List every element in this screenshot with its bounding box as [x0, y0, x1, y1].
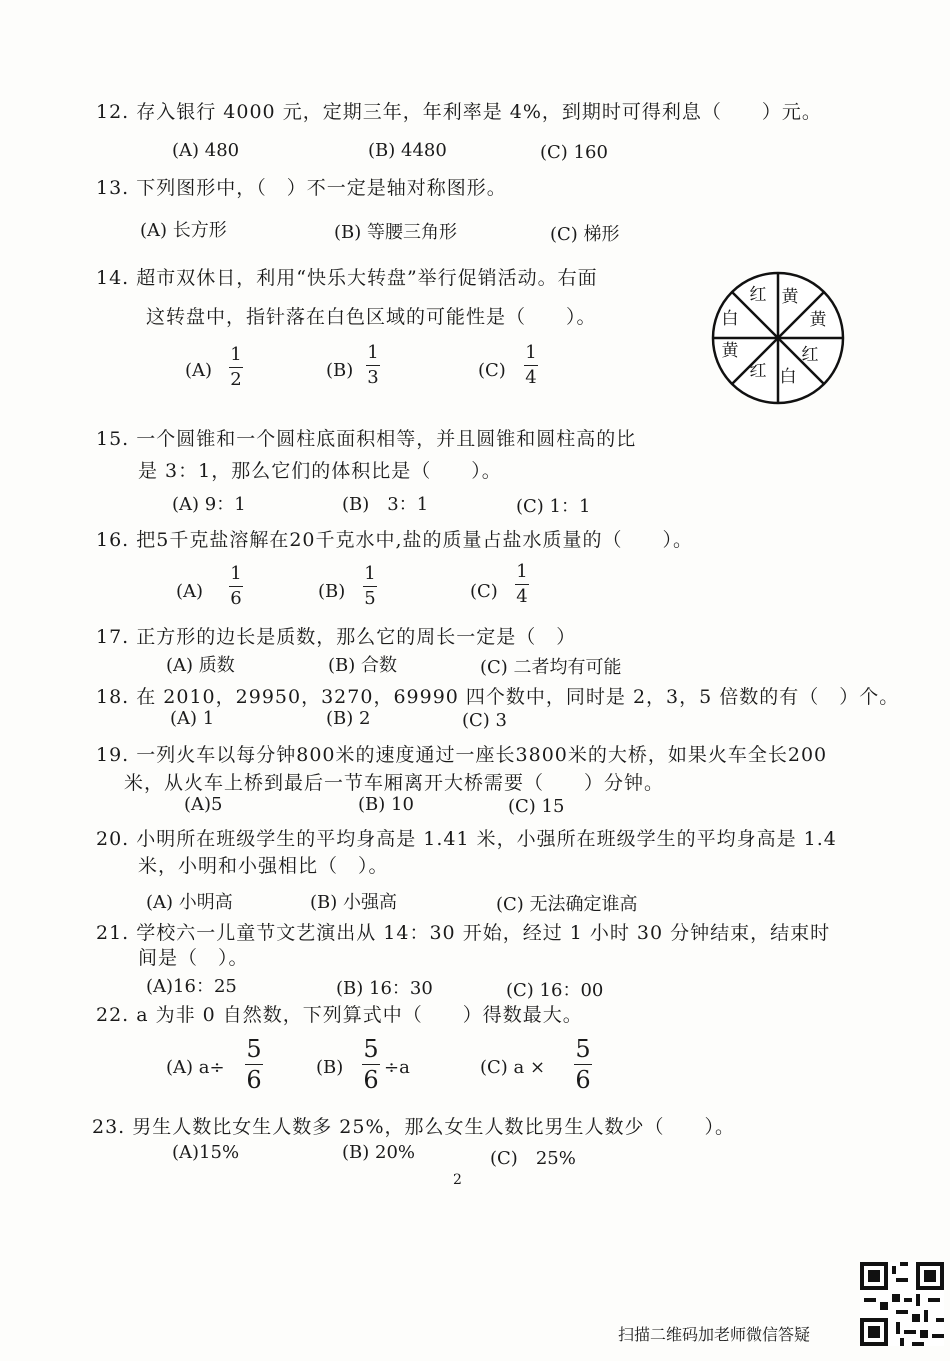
q22-option-a-fraction [245, 1036, 263, 1093]
q21-option-a: (A)16：25 [146, 976, 237, 997]
q23-option-b: (B) 20% [342, 1142, 416, 1163]
q22-option-c-label: (C) a × [480, 1057, 546, 1078]
fraction-denominator: 4 [516, 586, 528, 607]
q14-stem-line1: 14. 超市双休日，利用“快乐大转盘”举行促销活动。右面 [96, 267, 598, 289]
wheel-sector-label: 白 [779, 367, 797, 387]
q20-stem-line1: 20. 小明所在班级学生的平均身高是 1.41 米，小强所在班级学生的平均身高是 1.4 [96, 828, 837, 850]
q16-stem: 16. 把5千克盐溶解在20千克水中,盐的质量占盐水质量的（ ）。 [96, 529, 694, 551]
q17-option-a: (A) 质数 [166, 655, 235, 676]
q17-stem: 17. 正方形的边长是质数，那么它的周长一定是（ ） [96, 626, 577, 648]
q12-stem: 12. 存入银行 4000 元，定期三年，年利率是 4%，到期时可得利息（ ）元。 [96, 101, 822, 123]
q16-option-c-fraction [515, 562, 529, 607]
q16-option-b-fraction [363, 564, 377, 609]
q12-option-b: (B) 4480 [368, 140, 447, 161]
q15-stem-line1: 15. 一个圆锥和一个圆柱底面积相等，并且圆锥和圆柱高的比 [96, 428, 637, 450]
q23-stem: 23. 男生人数比女生人数多 25%，那么女生人数比男生人数少（ ）。 [92, 1116, 736, 1138]
q19-stem-line1: 19. 一列火车以每分钟800米的速度通过一座长3800米的大桥，如果火车全长200 [96, 744, 828, 766]
q20-option-a: (A) 小明高 [146, 892, 233, 913]
q19-option-b: (B) 10 [358, 794, 414, 815]
fraction-denominator: 6 [246, 1066, 262, 1094]
q21-stem-line2: 间是（ ）。 [138, 947, 249, 969]
q14-option-c-label: (C) [478, 360, 506, 381]
footer-caption: 扫描二维码加老师微信答疑 [618, 1325, 811, 1344]
wheel-sector-label: 红 [801, 345, 819, 365]
fraction-denominator: 6 [230, 588, 242, 609]
q22-option-b-label: (B) [316, 1057, 344, 1078]
q22-option-c-fraction [574, 1036, 592, 1093]
fraction-denominator: 6 [575, 1066, 591, 1094]
q22-option-a-label: (A) a÷ [166, 1057, 225, 1078]
q16-option-a-fraction [229, 564, 243, 609]
q12-option-c: (C) 160 [540, 142, 608, 163]
fraction-numerator: 5 [246, 1035, 262, 1063]
qr-code-icon [860, 1262, 944, 1346]
fraction-denominator: 3 [367, 367, 379, 388]
wheel-sector-label: 黄 [781, 287, 799, 307]
fraction-numerator: 1 [525, 342, 537, 363]
fraction-numerator: 1 [230, 563, 242, 584]
fraction-denominator: 4 [525, 367, 537, 388]
q14-option-b-label: (B) [326, 360, 354, 381]
q17-option-c: (C) 二者均有可能 [480, 657, 622, 678]
fraction-numerator: 5 [363, 1035, 379, 1063]
q20-stem-line2: 米，小明和小强相比（ ）。 [138, 855, 389, 877]
q13-option-c: (C) 梯形 [550, 224, 620, 245]
q22-option-b-tail: ÷a [384, 1057, 410, 1078]
q19-stem-line2: 米，从火车上桥到最后一节车厢离开大桥需要（ ）分钟。 [124, 772, 665, 794]
q15-stem-line2: 是 3：1，那么它们的体积比是（ ）。 [138, 460, 502, 482]
wheel-sector-label: 白 [721, 309, 739, 329]
wheel-sector-label: 黄 [809, 310, 827, 330]
q18-option-c: (C) 3 [462, 710, 507, 731]
q13-stem: 13. 下列图形中，（ ）不一定是轴对称图形。 [96, 177, 507, 199]
q14-option-b-fraction [366, 343, 380, 388]
q14-option-a-fraction [229, 345, 243, 390]
spinner-wheel-icon [710, 270, 846, 406]
q15-option-b: (B) 3：1 [342, 494, 429, 515]
page-number: 2 [453, 1172, 462, 1188]
q19-option-a: (A)5 [184, 794, 223, 815]
q14-option-a-label: (A) [185, 360, 213, 381]
fraction-numerator: 1 [364, 563, 376, 584]
q13-option-a: (A) 长方形 [140, 220, 227, 241]
q23-option-c: (C) 25% [490, 1148, 576, 1169]
q21-option-b: (B) 16：30 [336, 978, 433, 999]
fraction-numerator: 1 [367, 342, 379, 363]
q17-option-b: (B) 合数 [328, 655, 397, 676]
q15-option-c: (C) 1：1 [516, 496, 591, 517]
q15-option-a: (A) 9：1 [172, 494, 246, 515]
q18-stem: 18. 在 2010，29950，3270，69990 四个数中，同时是 2，3，5 倍数的有（ ）个。 [96, 686, 900, 708]
q16-option-b-label: (B) [318, 581, 346, 602]
fraction-numerator: 5 [575, 1035, 591, 1063]
q22-stem: 22. a 为非 0 自然数，下列算式中（ ）得数最大。 [96, 1004, 583, 1026]
fraction-numerator: 1 [516, 561, 528, 582]
wheel-sector-label: 红 [749, 285, 767, 305]
q18-option-a: (A) 1 [170, 708, 215, 729]
q18-option-b: (B) 2 [326, 708, 371, 729]
q20-option-b: (B) 小强高 [310, 892, 397, 913]
q14-stem-line2: 这转盘中，指针落在白色区域的可能性是（ ）。 [146, 306, 597, 328]
q21-option-c: (C) 16：00 [506, 980, 604, 1001]
q23-option-a: (A)15% [172, 1142, 240, 1163]
q12-option-a: (A) 480 [172, 140, 240, 161]
wheel-sector-label: 黄 [721, 341, 739, 361]
fraction-denominator: 6 [363, 1066, 379, 1094]
q19-option-c: (C) 15 [508, 796, 565, 817]
q21-stem-line1: 21. 学校六一儿童节文艺演出从 14：30 开始，经过 1 小时 30 分钟结束，结束时 [96, 922, 831, 944]
q13-option-b: (B) 等腰三角形 [334, 222, 457, 243]
q16-option-a-label: (A) [176, 581, 204, 602]
q22-option-b-fraction [362, 1036, 380, 1093]
wheel-sector-label: 红 [749, 361, 767, 381]
fraction-numerator: 1 [230, 344, 242, 365]
q16-option-c-label: (C) [470, 581, 498, 602]
q20-option-c: (C) 无法确定谁高 [496, 894, 638, 915]
fraction-denominator: 5 [364, 588, 376, 609]
fraction-denominator: 2 [230, 369, 242, 390]
q14-option-c-fraction [524, 343, 538, 388]
